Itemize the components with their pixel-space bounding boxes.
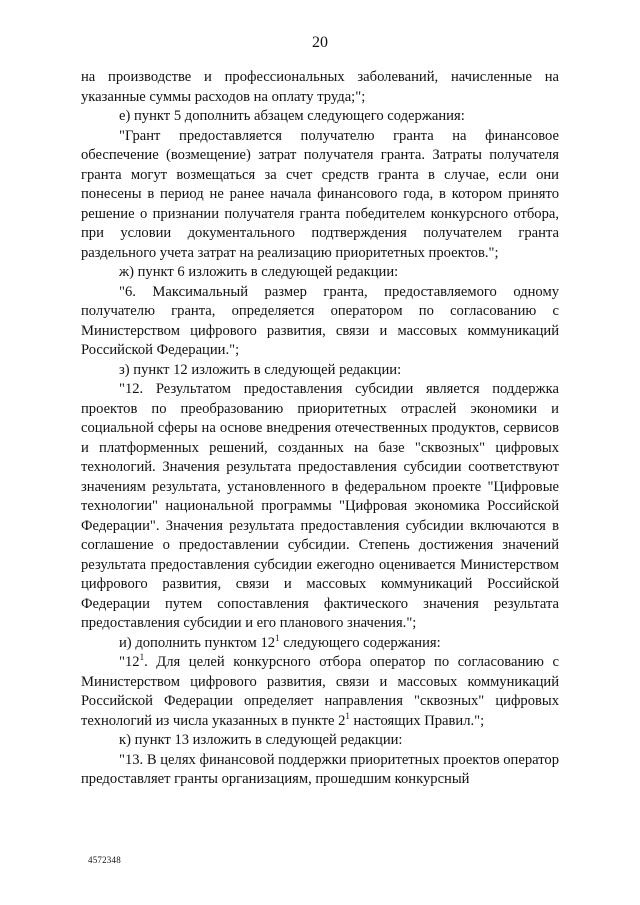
paragraph: на производстве и профессиональных заболеваний, начисленные на указанные суммы расходов на оплату труда;"; <box>81 69 559 105</box>
paragraph-text: следующего содержания: <box>279 634 441 651</box>
paragraph: "12. Результатом предоставления субсидии является поддержка проектов по преобразованию приоритетных отраслей экономики и социальной сферы на основе внедрения отечественных продуктов, сервисов и платформенных решений, созданных на базе "сквозных" цифровых технологий. Значения результата предоставления субсидии соответствуют значениям результата, установленного в федеральном проекте "Цифровые технологии" национальной программы "Цифровая экономика Российской Федерации". Значения результата предоставления субсидии включаются в соглашение о предоставлении субсидии. Степень достижения значений результата предоставления субсидии ежегодно оценивается Министерством цифрового развития, связи и массовых коммуникаций Российской Федерации путем сопоставления фактического значения результата предоставления субсидии и его планового значения."; <box>81 381 559 631</box>
paragraph-text: . Для целей конкурсного отбора оператор по согласованию с Министерством цифрового развития, связи и массовых коммуникаций Российской Федерации определяет направления "сквозных" цифровых технологий из числа указанных в пункте 2 <box>81 654 559 729</box>
document-code: 4572348 <box>88 855 121 865</box>
superscript: 1 <box>275 632 280 643</box>
page-number: 20 <box>312 34 328 51</box>
superscript: 1 <box>139 652 145 662</box>
paragraph-text: и) дополнить пунктом 12 <box>119 634 276 651</box>
paragraph-text: "12 <box>119 654 140 670</box>
paragraph <box>81 653 559 731</box>
paragraph: ж) пункт 6 изложить в следующей редакции: <box>119 264 399 280</box>
document-body <box>81 68 559 790</box>
paragraph: "6. Максимальный размер гранта, предоставляемого одному получателю гранта, определяется оператором по согласованию с Министерством цифрового развития, связи и массовых коммуникаций Российской Федерации."; <box>81 283 559 358</box>
paragraph: "Грант предоставляется получателю гранта на финансовое обеспечение (возмещение) затрат получателя гранта. Затраты получателя гранта могут возмещаться за счет средств гранта в случае, если они понесены в период не ранее начала финансового года, в котором принято решение о признании получателя гранта победителем конкурсного отбора, при условии документального подтверждения получателем гранта раздельного учета затрат на реализацию приоритетных проектов."; <box>81 127 559 261</box>
paragraph-text: настоящих Правил."; <box>349 712 485 729</box>
superscript: 1 <box>345 710 350 721</box>
paragraph: "13. В целях финансовой поддержки приоритетных проектов оператор предоставляет гранты организациям, прошедшим конкурсный <box>81 751 559 787</box>
paragraph: з) пункт 12 изложить в следующей редакции: <box>119 361 402 378</box>
paragraph: к) пункт 13 изложить в следующей редакции: <box>119 732 403 748</box>
paragraph <box>81 634 559 654</box>
paragraph: е) пункт 5 дополнить абзацем следующего содержания: <box>119 108 465 124</box>
